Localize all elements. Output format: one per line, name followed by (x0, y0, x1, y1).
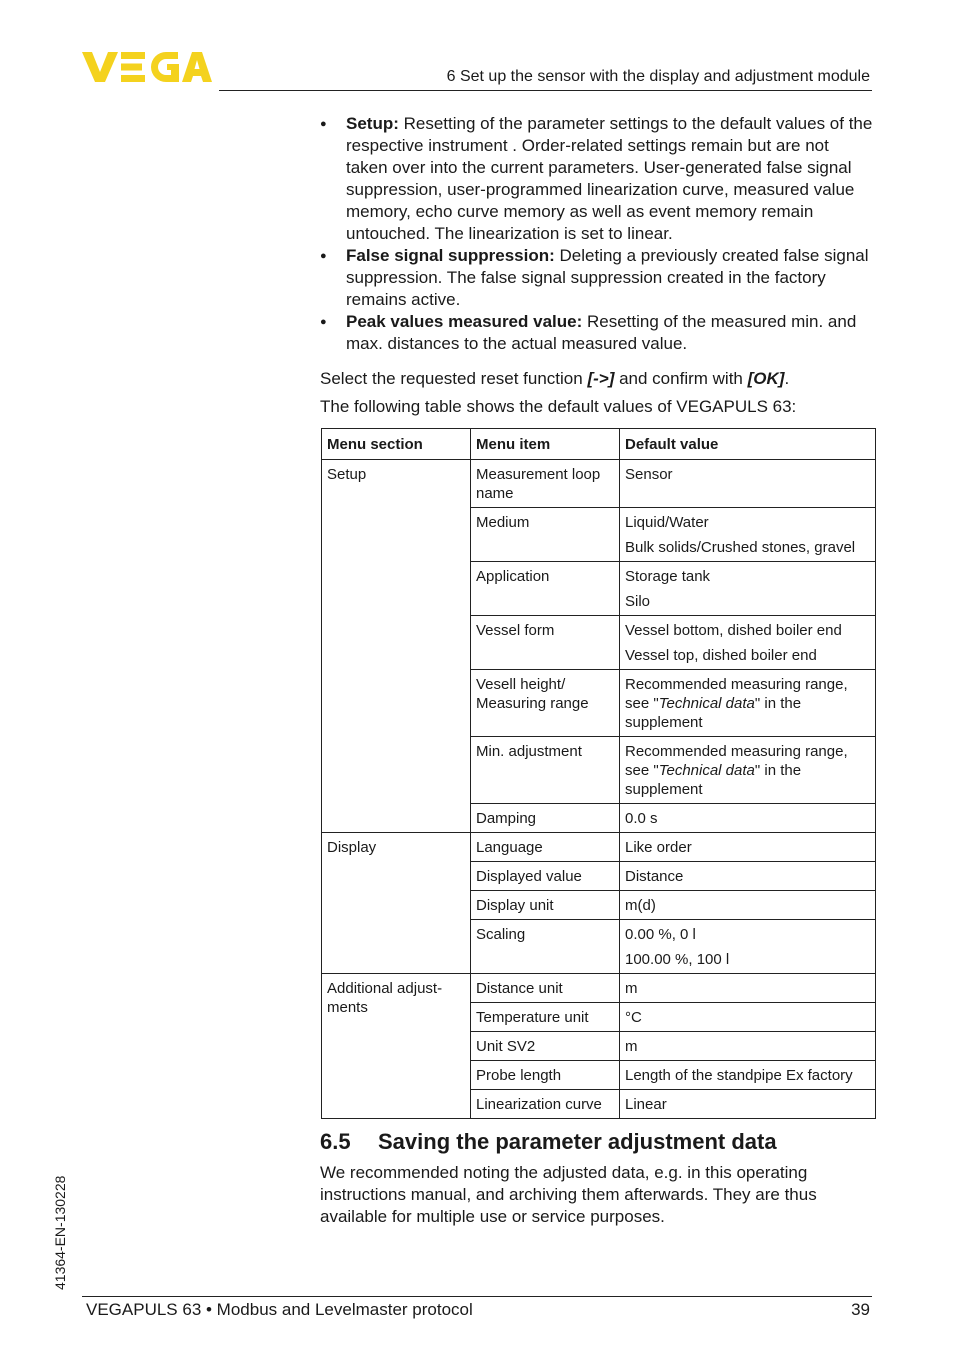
bullet-text: Deleting a previously created false signal suppression. The false signal suppression created in the factory remains active. (346, 246, 869, 309)
default-values-table (321, 428, 876, 1119)
table-intro: The following table shows the default values of VEGAPULS 63: (320, 397, 797, 416)
default-value-cell: Length of the standpipe Ex factory (620, 1061, 876, 1090)
section-number: 6.5 (320, 1129, 351, 1154)
column-header: Menu section (322, 429, 471, 460)
menu-item-cell: Vesell height/ Measuring range (471, 670, 620, 737)
menu-section-cell: Additional adjust-ments (322, 974, 471, 1119)
menu-item-cell: Vessel form (471, 616, 620, 670)
reset-options-list (320, 113, 875, 355)
table-row (322, 974, 876, 1003)
chapter-title: 6 Set up the sensor with the display and adjustment module (446, 68, 870, 85)
section-title: Saving the parameter adjustment data (378, 1129, 777, 1154)
default-value-cell: Distance (620, 862, 876, 891)
header-divider (219, 90, 872, 91)
list-item-setup (320, 113, 875, 245)
menu-item-cell: Temperature unit (471, 1003, 620, 1032)
column-header: Menu item (471, 429, 620, 460)
default-value-cell: Linear (620, 1090, 876, 1119)
vega-logo-graphic (82, 52, 212, 82)
table-row (322, 460, 876, 508)
default-value-cell: m(d) (620, 891, 876, 920)
menu-item-cell: Probe length (471, 1061, 620, 1090)
bullet-term: Peak values measured value: (346, 312, 583, 331)
list-item-false-signal (320, 245, 875, 311)
menu-item-cell: Display unit (471, 891, 620, 920)
instruction-text: and confirm with (614, 369, 748, 388)
default-value-cell: Recommended measuring range, see "Technical data" in the supplement (620, 737, 876, 804)
menu-item-cell: Linearization curve (471, 1090, 620, 1119)
default-value-cell: Sensor (620, 460, 876, 508)
default-value-cell: 0.00 %, 0 l 100.00 %, 100 l (620, 920, 876, 974)
menu-item-cell: Min. adjustment (471, 737, 620, 804)
default-value-cell: Like order (620, 833, 876, 862)
bullet-text: Resetting of the parameter settings to the default values of the respective instrument . Order-related settings remain but are not taken over into the current parameters. User-generated false signal suppression, user-programmed linearization curve, measured value memory, echo curve memory as well as event memory remain untouched. The linearization is set to linear. (346, 114, 873, 243)
instruction-text: Select the requested reset function (320, 369, 588, 388)
bullet-term: Setup: (346, 114, 399, 133)
default-value-cell: Storage tank Silo (620, 562, 876, 616)
bullet-text: Resetting of the measured min. and max. distances to the actual measured value. (346, 312, 857, 353)
menu-item-cell: Measurement loop name (471, 460, 620, 508)
table-header-row (322, 429, 876, 460)
instruction-text: . (784, 369, 790, 388)
menu-item-cell: Application (471, 562, 620, 616)
section-heading (320, 1129, 777, 1155)
default-value-cell: °C (620, 1003, 876, 1032)
bullet-term: False signal suppression: (346, 246, 555, 265)
menu-item-cell: Medium (471, 508, 620, 562)
footer-product-title: VEGAPULS 63 • Modbus and Levelmaster protocol (86, 1300, 473, 1319)
menu-section-cell: Setup (322, 460, 471, 833)
menu-item-cell: Distance unit (471, 974, 620, 1003)
default-value-cell: Liquid/Water Bulk solids/Crushed stones, gravel (620, 508, 876, 562)
footer-divider (82, 1296, 872, 1297)
default-value-cell: m (620, 974, 876, 1003)
table-row (322, 833, 876, 862)
default-value-cell: 0.0 s (620, 804, 876, 833)
key-arrow: [->] (587, 369, 615, 388)
page-number: 39 (851, 1300, 870, 1319)
document-number: 41364-EN-130228 (52, 1175, 68, 1290)
menu-item-cell: Unit SV2 (471, 1032, 620, 1061)
default-value-cell: m (620, 1032, 876, 1061)
section-body: We recommended noting the adjusted data, e.g. in this operating instructions manual, and archiving them afterwards. They are thus available for multiple use or service purposes. (320, 1163, 817, 1226)
menu-item-cell: Language (471, 833, 620, 862)
default-value-cell: Recommended measuring range, see "Technical data" in the supplement (620, 670, 876, 737)
column-header: Default value (620, 429, 876, 460)
default-value-cell: Vessel bottom, dished boiler end Vessel top, dished boiler end (620, 616, 876, 670)
menu-section-cell: Display (322, 833, 471, 974)
main-content (320, 113, 875, 418)
instruction-paragraph (320, 368, 875, 390)
menu-item-cell: Scaling (471, 920, 620, 974)
key-ok: [OK] (747, 369, 785, 388)
menu-item-cell: Displayed value (471, 862, 620, 891)
menu-item-cell: Damping (471, 804, 620, 833)
list-item-peak-values (320, 311, 875, 355)
